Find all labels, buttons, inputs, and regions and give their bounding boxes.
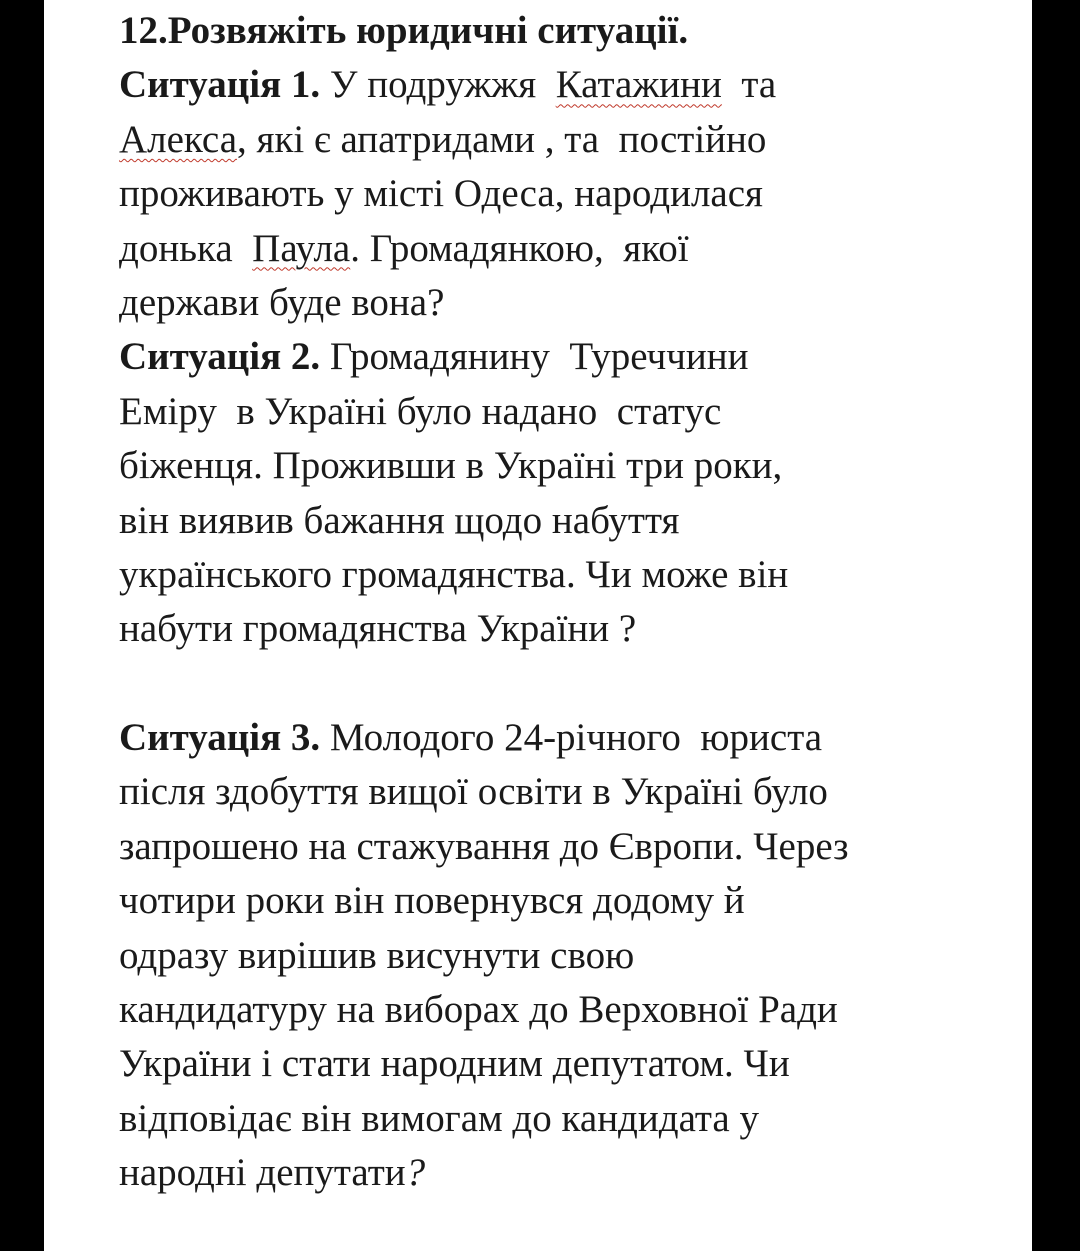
situation-2-line-3: біженця. Проживши в Україні три роки,	[119, 444, 783, 488]
situation-1-line-5: держави буде вона?	[119, 280, 445, 324]
situation-3-line-1: Ситуація 3. Молодого 24-річного юриста	[119, 716, 823, 760]
situation-1-line-2: Алекса, які є апатридами , та постійно	[119, 117, 767, 161]
situation-2-line-2: Еміру в Україні було надано статус	[119, 389, 722, 433]
spellcheck-underlined-word: Алекса	[119, 117, 238, 161]
situation-3-line-8: відповідає він вимогам до кандидата у	[119, 1096, 759, 1140]
situation-2-line-6: набути громадянства України ?	[119, 607, 637, 651]
spellcheck-underlined-word: Паула	[252, 226, 351, 270]
situation-1-label: Ситуація 1.	[119, 63, 321, 107]
situation-1-line-1: Ситуація 1. У подружжя Катажини та	[119, 63, 777, 107]
situation-2-line-5: українського громадянства. Чи може він	[119, 552, 789, 596]
situation-2-line-1: Ситуація 2. Громадянину Туреччини	[119, 335, 749, 379]
document-page	[44, 0, 1032, 1251]
situation-3-line-4: чотири роки він повернувся додому й	[119, 879, 745, 923]
situation-2-line-4: він виявив бажання щодо набуття	[119, 498, 680, 542]
situation-1-line-4: донька Паула. Громадянкою, якої	[119, 226, 689, 270]
situation-1-line-3: проживають у місті Одеса, народилася	[119, 172, 763, 216]
situation-3-label: Ситуація 3.	[119, 716, 321, 760]
spellcheck-underlined-word: Катажини	[555, 63, 722, 107]
situation-3-line-9: народні депутати?	[119, 1151, 426, 1195]
situation-3-line-7: України і стати народним депутатом. Чи	[119, 1042, 790, 1086]
document-text	[119, 4, 1019, 1201]
situation-3-line-5: одразу вирішив висунути свою	[119, 933, 635, 977]
situation-3-line-6: кандидатуру на виборах до Верховної Ради	[119, 988, 838, 1032]
situation-3-line-2: після здобуття вищої освіти в Україні було	[119, 770, 828, 814]
paragraph-spacer	[119, 657, 1019, 711]
heading: 12.Розвяжіть юридичні ситуації.	[119, 9, 689, 52]
situation-3-line-3: запрошено на стажування до Європи. Через	[119, 824, 849, 868]
situation-2-label: Ситуація 2.	[119, 335, 321, 379]
